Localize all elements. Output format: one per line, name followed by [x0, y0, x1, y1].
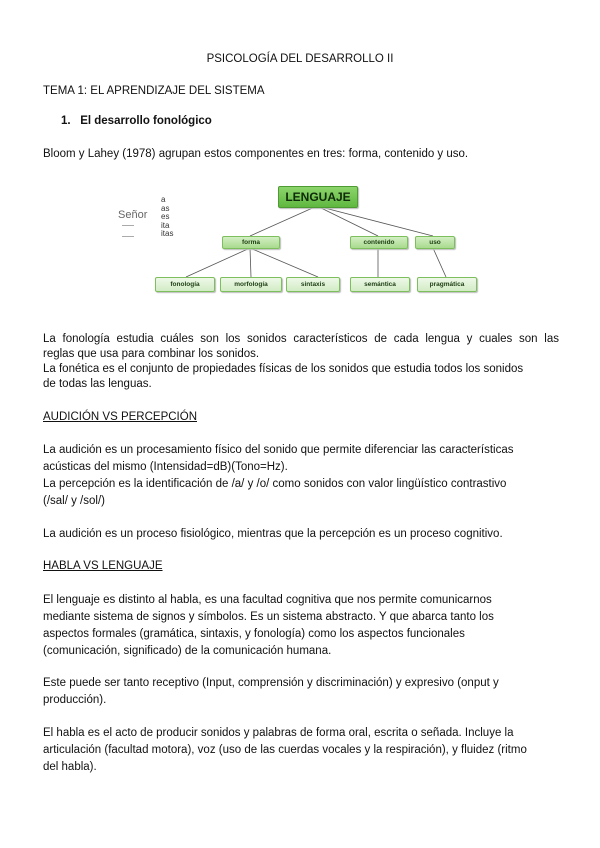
- heading-audicion-percepcion: AUDICIÓN VS PERCEPCIÓN: [43, 411, 197, 423]
- para4-line: El lenguaje es distinto al habla, es una facultad cognitiva que nos permite comunicarnos: [43, 594, 492, 606]
- diagram-leaf-pragmatica: pragmática: [417, 277, 477, 292]
- para2-line: La audición es un procesamiento físico del sonido que permite diferenciar las características: [43, 444, 514, 456]
- diagram-node-contenido: contenido: [350, 236, 408, 249]
- intro-text: Bloom y Lahey (1978) agrupan estos componentes en tres: forma, contenido y uso.: [43, 148, 469, 160]
- para4-line: (comunicación, significado) de la comunicación humana.: [43, 645, 332, 657]
- diagram-leaf-sintaxis: sintaxis: [286, 277, 340, 292]
- para2-line: La percepción es la identificación de /a/ y /o/ como sonidos con valor lingüístico contrastivo: [43, 478, 507, 490]
- para6-line: El habla es el acto de producir sonidos y palabras de forma oral, escrita o señada. Incluye la: [43, 727, 514, 739]
- stack-item: ita: [161, 220, 170, 230]
- para1-line: La fonética es el conjunto de propiedades físicas de los sonidos que estudia todos los sonidos: [43, 363, 524, 375]
- diagram-leaf-morfologia: morfología: [220, 277, 282, 292]
- para3-text: La audición es un proceso fisiológico, mientras que la percepción es un proceso cognitivo.: [43, 528, 503, 540]
- para1-line: de todas las lenguas.: [43, 378, 152, 390]
- stack-item: itas: [161, 229, 174, 238]
- stack-item: es: [161, 212, 170, 221]
- para1-line: La fonología estudia cuáles son los sonidos característicos de cada lengua y cuales son las: [43, 333, 559, 345]
- para6-line: articulación (facultad motora), voz (uso de las cuerdas vocales y la respiración), y fluidez (ritmo: [43, 744, 527, 756]
- side-label: Señor: [118, 209, 148, 221]
- para2-line: acústicas del mismo (Intensidad=dB)(Tono=Hz).: [43, 461, 288, 473]
- para5-line: Este puede ser tanto receptivo (Input, comprensión y discriminación) y expresivo (onput y: [43, 677, 499, 689]
- heading-habla-lenguaje: HABLA VS LENGUAJE: [43, 560, 163, 572]
- diagram-node-forma: forma: [222, 236, 280, 249]
- stack-item: a: [161, 195, 166, 204]
- para6-line: del habla).: [43, 761, 97, 773]
- connector-line: [250, 206, 317, 236]
- connector-line: [317, 206, 378, 236]
- diagram-connectors: [0, 0, 600, 300]
- para4-line: aspectos formales (gramática, sintaxis, y fonología) como los aspectos funcionales: [43, 628, 465, 640]
- connector-line: [433, 248, 446, 277]
- topic-title: TEMA 1: EL APRENDIZAJE DEL SISTEMA: [43, 85, 265, 97]
- connector-line: [317, 206, 433, 236]
- diagram-leaf-semantica: semántica: [350, 277, 410, 292]
- para1-line: reglas que usa para combinar los sonidos.: [43, 348, 260, 360]
- section-title: El desarrollo fonológico: [80, 115, 212, 127]
- connector-line: [250, 248, 251, 277]
- para4-line: mediante sistema de signos y símbolos. Es un sistema abstracto. Y que abarca tanto los: [43, 611, 494, 623]
- diagram-leaf-fonologia: fonología: [155, 277, 215, 292]
- connector-line: [186, 248, 250, 277]
- diagram-node-uso: uso: [415, 236, 455, 249]
- document-header: PSICOLOGÍA DEL DESARROLLO II: [206, 53, 394, 65]
- section-number: 1.: [61, 115, 71, 127]
- para2-line: (/sal/ y /sol/): [43, 495, 105, 507]
- diagram-root-node: LENGUAJE: [278, 186, 358, 208]
- para5-line: producción).: [43, 694, 107, 706]
- connector-line: [250, 248, 318, 277]
- stack-item: as: [161, 203, 170, 213]
